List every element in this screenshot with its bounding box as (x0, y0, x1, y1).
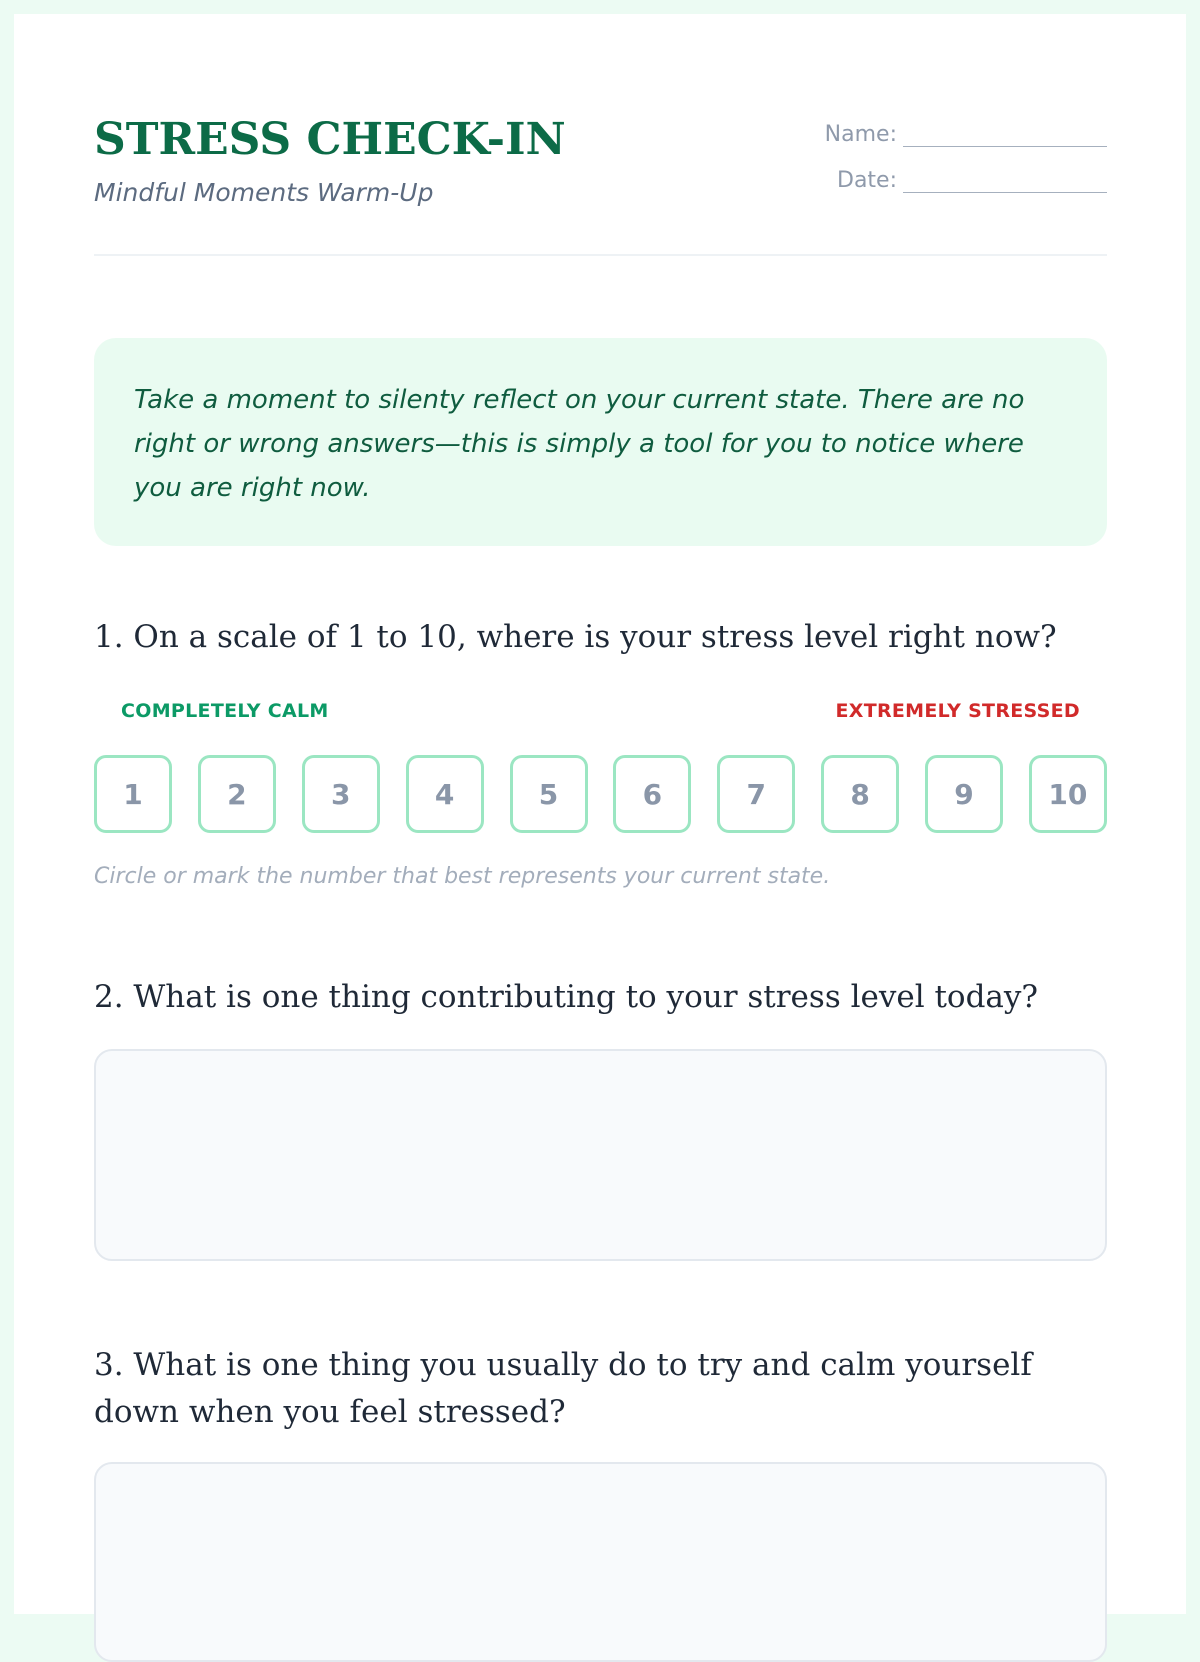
intro-text: Take a moment to silenty reflect on your current state. There are no right or wrong answers—this is simply a tool for you to notice where you are right now. (134, 385, 1025, 503)
worksheet-header (94, 14, 1107, 256)
scale-option-5[interactable]: 5 (510, 755, 588, 833)
scale-high-label: EXTREMELY STRESSED (835, 700, 1080, 722)
question-2: 2. What is one thing contributing to your stress level today? (94, 979, 1039, 1015)
question-3: 3. What is one thing you usually do to try and calm yourself down when you feel stressed? (94, 1347, 1032, 1430)
name-field[interactable] (903, 120, 1107, 147)
answer-box-3[interactable] (94, 1462, 1107, 1662)
scale-low-label: COMPLETELY CALM (121, 700, 329, 722)
scale-option-1[interactable]: 1 (94, 755, 172, 833)
page-title: STRESS CHECK-IN (94, 114, 566, 165)
name-label: Name: (824, 122, 897, 147)
intro-callout (94, 338, 1107, 546)
name-row (825, 120, 1107, 147)
scale-option-6[interactable]: 6 (613, 755, 691, 833)
scale-option-2[interactable]: 2 (198, 755, 276, 833)
scale-option-9[interactable]: 9 (925, 755, 1003, 833)
scale-option-7[interactable]: 7 (717, 755, 795, 833)
scale-option-3[interactable]: 3 (302, 755, 380, 833)
date-field[interactable] (903, 166, 1107, 193)
scale-endpoints (94, 700, 1107, 726)
page-subtitle: Mindful Moments Warm-Up (94, 178, 434, 207)
scale-option-8[interactable]: 8 (821, 755, 899, 833)
date-label: Date: (837, 168, 897, 193)
question-1: 1. On a scale of 1 to 10, where is your stress level right now? (94, 619, 1057, 655)
stress-scale (94, 755, 1107, 833)
worksheet-page (14, 14, 1186, 1614)
answer-box-2[interactable] (94, 1049, 1107, 1261)
scale-option-10[interactable]: 10 (1029, 755, 1107, 833)
scale-hint: Circle or mark the number that best represents your current state. (94, 864, 831, 889)
scale-option-4[interactable]: 4 (406, 755, 484, 833)
date-row (837, 166, 1107, 193)
